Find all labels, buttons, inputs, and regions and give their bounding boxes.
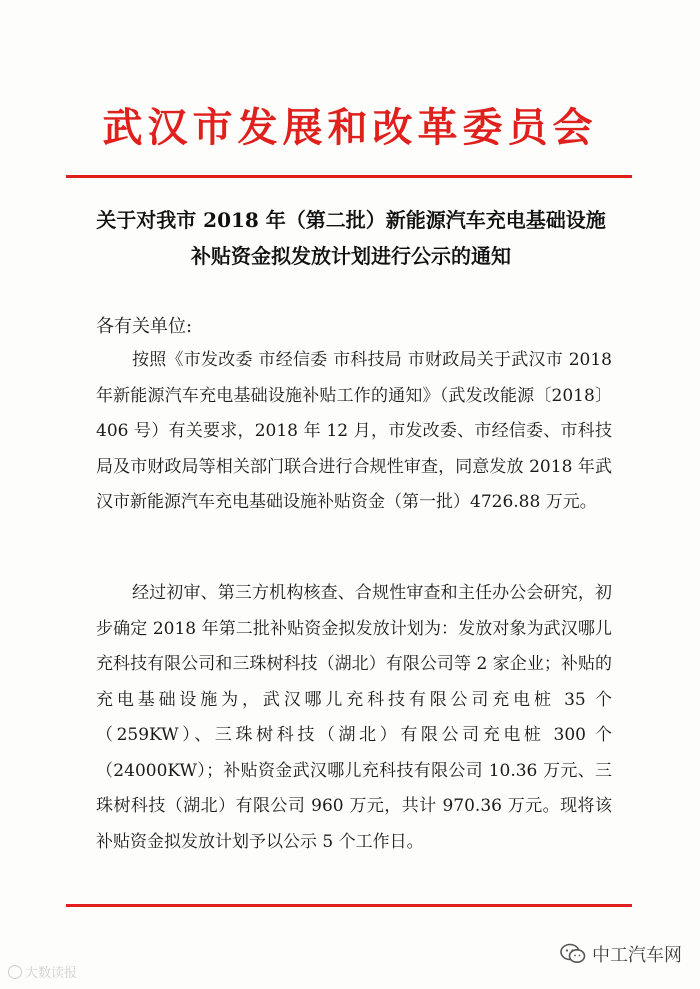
footer-red-rule — [66, 904, 632, 907]
header-red-rule — [66, 175, 632, 178]
wechat-icon — [560, 943, 586, 965]
issuer-header: 武汉市发展和改革委员会 — [102, 104, 598, 151]
body-paragraph-1: 按照《市发改委 市经信委 市科技局 市财政局关于武汉市 2018 年新能源汽车充电基础设施补贴工作的通知》（武发改能源〔2018〕406 号）有关要求，2018 年 12 月，市发改委、市经信委、市科技局及市财政局等相关部门联合进行合规性审查，同意发放 2018 年武汉市新能源汽车充电基础设施补贴资金（第一批）4726.88 万元。 — [96, 350, 612, 512]
watermark-left-text: 大数读报 — [25, 966, 78, 981]
notice-title: 关于对我市 2018 年（第二批）新能源汽车充电基础设施补贴资金拟发放计划进行公示的通知 — [96, 208, 606, 268]
salutation: 各有关单位: — [96, 316, 193, 337]
watermark-right — [560, 941, 682, 967]
watermark-right-text: 中工汽车网 — [592, 945, 682, 966]
body-paragraph-2: 经过初审、第三方机构核查、合规性审查和主任办公会研究，初步确定 2018 年第二批补贴资金拟发放计划为：发放对象为武汉哪儿充科技有限公司和三珠树科技（湖北）有限公司等 2 家企业；补贴的充电基础设施为，武汉哪儿充科技有限公司充电桩 35 个（259KW）、三珠树科技（湖北）有限公司充电桩 300 个（24000KW）；补贴资金武汉哪儿充科技有限公司 10.36 万元、三珠树科技（湖北）有限公司 960 万元，共计 970.36 万元。现将该补贴资金拟发放计划予以公示 5 个工作日。 — [96, 583, 612, 852]
watermark-left — [8, 962, 77, 981]
watermark-logo-icon — [8, 965, 22, 979]
